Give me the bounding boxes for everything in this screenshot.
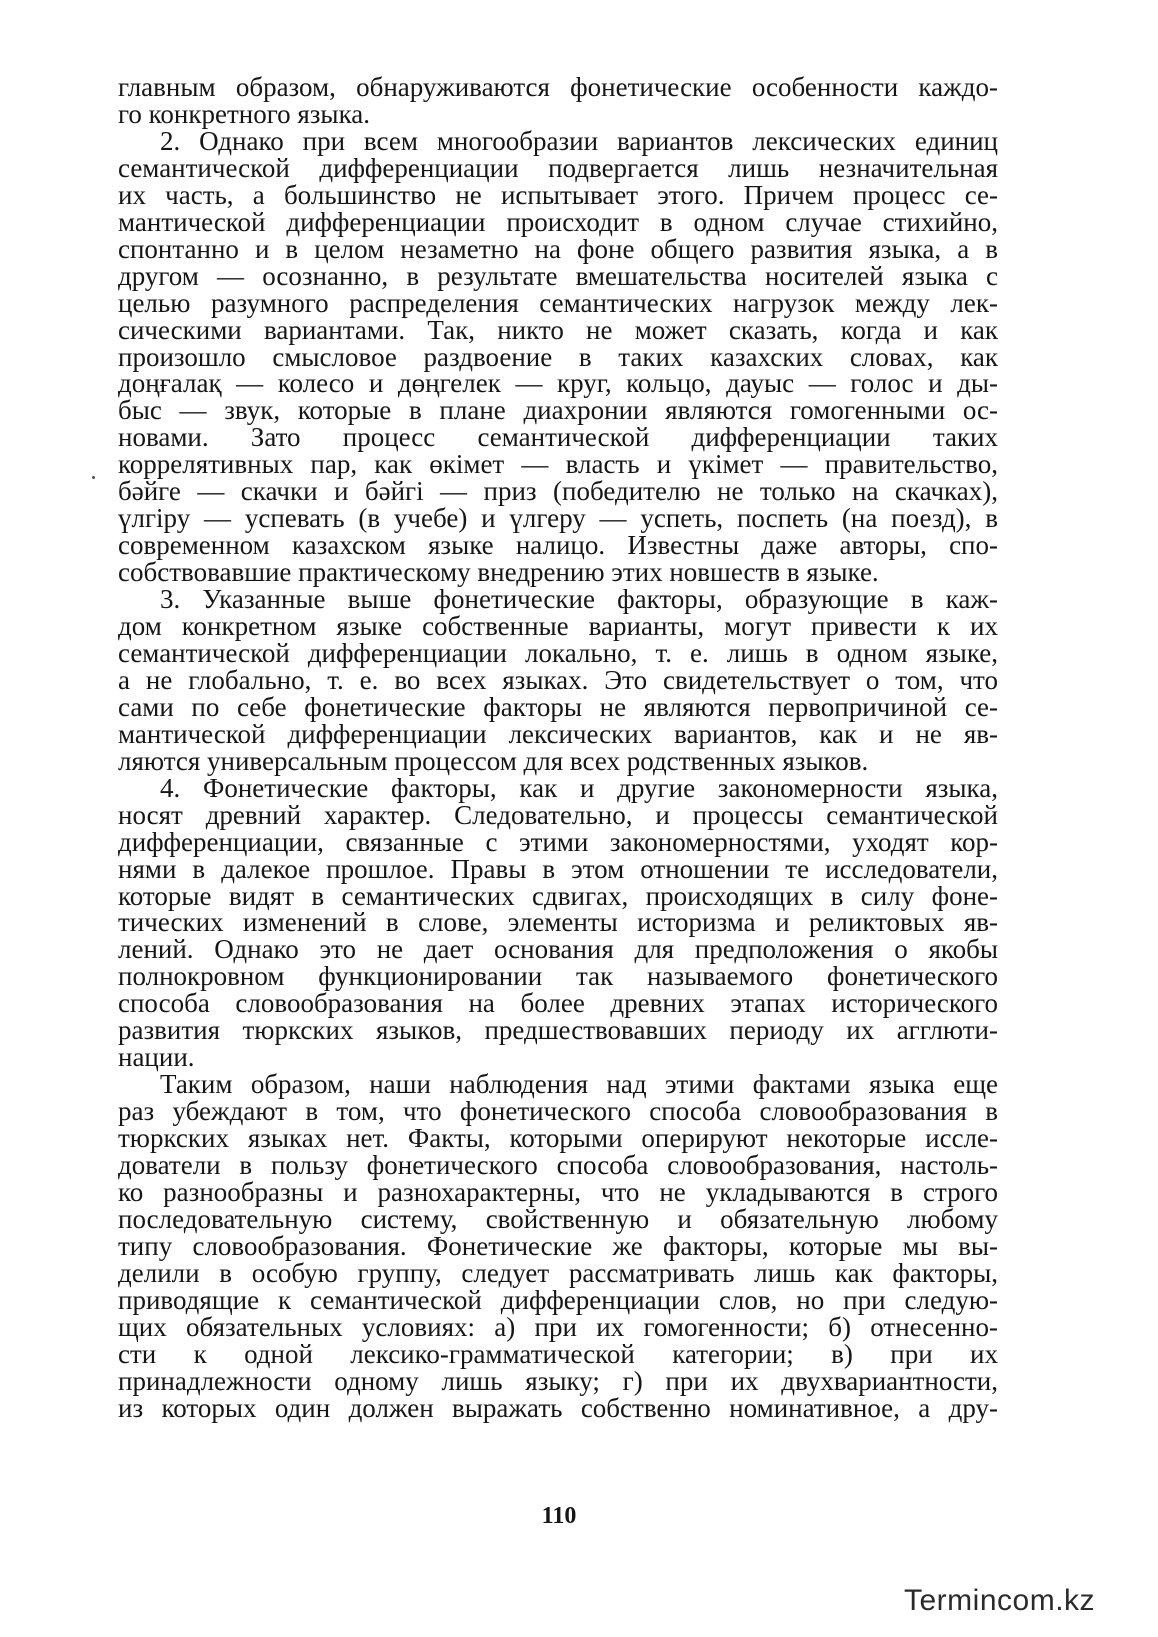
text-line: развития тюркских языков, предшествовавших периоду их агглюти- (118, 1015, 998, 1045)
page-number: 110 (541, 1503, 577, 1529)
text-line: другом — осознанно, в результате вмешательства носителей языка с (118, 261, 998, 291)
watermark-logo: Termincom.kz (904, 1584, 1096, 1617)
text-line: способа словообразования на более древних этапах исторического (118, 988, 998, 1018)
text-line: спонтанно и в целом незаметно на фоне общего развития языка, а в (118, 234, 998, 264)
text-line: дифференциации, связанные с этими закономерностями, уходят кор- (118, 827, 998, 857)
text-line: коррелятивных пар, как өкімет — власть и үкімет — правительство, (118, 449, 998, 479)
text-line: 3. Указанные выше фонетические факторы, образующие в каж- (160, 584, 998, 614)
text-line: лений. Однако это не дает основания для предположения о якобы (118, 934, 998, 964)
text-line: новами. Зато процесс семантической дифференциации таких (118, 422, 998, 452)
text-line: щих обязательных условиях: а) при их гомогенности; б) отнесенно- (118, 1312, 998, 1342)
text-line: принадлежности одному лишь языку; г) при их двухвариантности, (118, 1366, 998, 1396)
text-line: 2. Однако при всем многообразии вариантов лексических единиц (160, 126, 998, 156)
text-line: их часть, а большинство не испытывает этого. Причем процесс се- (118, 180, 998, 210)
text-line: целью разумного распределения семантических нагрузок между лек- (118, 288, 998, 318)
text-line: приводящие к семантической дифференциации слов, но при следую- (118, 1285, 998, 1315)
text-line: го конкретного языка. (118, 99, 371, 129)
text-line: а не глобально, т. е. во всех языках. Это свидетельствует о том, что (118, 665, 998, 695)
text-line: сическими вариантами. Так, никто не может сказать, когда и как (118, 315, 998, 345)
text-line: семантической дифференциации подвергается лишь незначительная (118, 153, 998, 183)
text-line: мантической дифференциации лексических вариантов, как и не яв- (118, 719, 998, 749)
text-line: произошло смысловое раздвоение в таких казахских словах, как (118, 342, 998, 372)
print-speck (92, 476, 95, 479)
text-line: ко разнообразны и разнохарактерны, что не укладываются в строго (118, 1177, 998, 1207)
text-line: нации. (118, 1042, 195, 1072)
text-line: тюркских языках нет. Факты, которыми оперируют некоторые иссле- (118, 1123, 998, 1153)
text-line: нями в далекое прошлое. Правы в этом отношении те исследователи, (118, 854, 998, 884)
text-line: из которых один должен выражать собственно номинативное, а дру- (118, 1393, 998, 1423)
text-line: үлгіру — успевать (в учебе) и үлгеру — успеть, поспеть (на поезд), в (118, 503, 998, 533)
text-line: 4. Фонетические факторы, как и другие закономерности языка, (160, 773, 998, 803)
text-line: сами по себе фонетические факторы не являются первопричиной се- (118, 692, 998, 722)
text-line: ляются универсальным процессом для всех родственных языков. (118, 746, 869, 776)
text-line: тических изменений в слове, элементы историзма и реликтовых яв- (118, 907, 998, 937)
text-line: дователи в пользу фонетического способа словообразования, настоль- (118, 1150, 998, 1180)
text-line: сти к одной лексико-грамматической категории; в) при их (118, 1339, 998, 1369)
text-line: бәйге — скачки и бәйгі — приз (победителю не только на скачках), (118, 476, 998, 506)
text-line: быс — звук, которые в плане диахронии являются гомогенными ос- (118, 395, 998, 425)
text-line: делили в особую группу, следует рассматривать лишь как факторы, (118, 1258, 998, 1288)
text-line: главным образом, обнаруживаются фонетические особенности каждо- (118, 72, 998, 102)
text-line: полнокровном функционировании так называемого фонетического (118, 961, 998, 991)
text-line: собствовавшие практическому внедрению этих новшеств в языке. (118, 557, 879, 587)
text-line: дом конкретном языке собственные варианты, могут привести к их (118, 611, 998, 641)
text-line: носят древний характер. Следовательно, и процессы семантической (118, 800, 998, 830)
text-line: семантической дифференциации локально, т. е. лишь в одном языке, (118, 638, 998, 668)
text-line: последовательную систему, свойственную и обязательную любому (118, 1204, 998, 1234)
text-line: Таким образом, наши наблюдения над этими фактами языка еще (160, 1069, 998, 1099)
text-line: доңғалақ — колесо и дөңгелек — круг, кольцо, дауыс — голос и ды- (118, 368, 998, 398)
text-line: которые видят в семантических сдвигах, происходящих в силу фоне- (118, 881, 998, 911)
text-line: современном казахском языке налицо. Известны даже авторы, спо- (118, 530, 998, 560)
text-line: раз убеждают в том, что фонетического способа словообразования в (118, 1096, 998, 1126)
text-line: мантической дифференциации происходит в одном случае стихийно, (118, 207, 998, 237)
text-line: типу словообразования. Фонетические же факторы, которые мы вы- (118, 1231, 998, 1261)
